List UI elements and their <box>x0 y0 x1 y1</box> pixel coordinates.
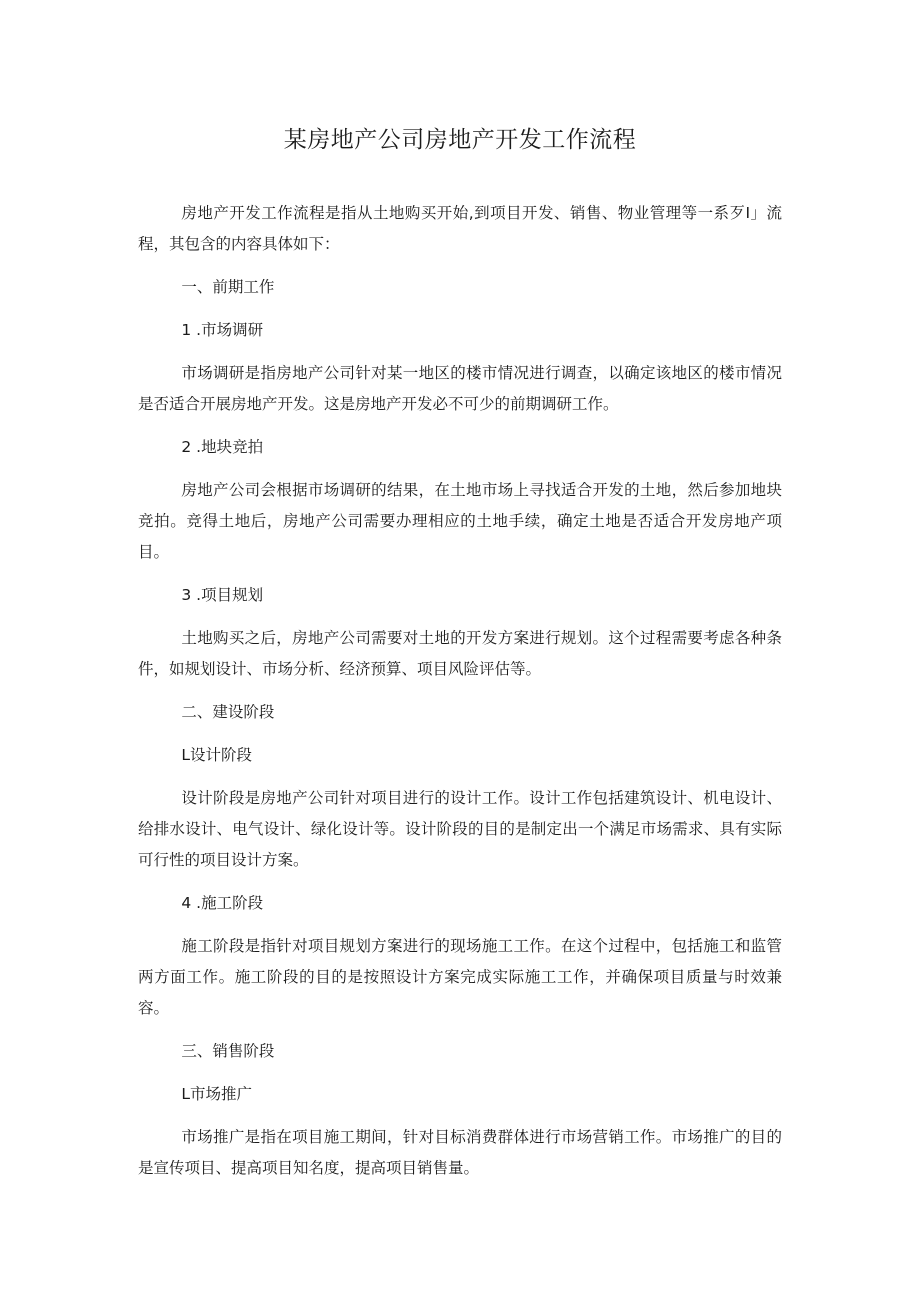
paragraph-design-stage: 设计阶段是房地产公司针对项目进行的设计工作。设计工作包括建筑设计、机电设计、给排水设计、电气设计、绿化设计等。设计阶段的目的是制定出一个满足市场需求、具有实际可行性的项目设计方案。 <box>138 789 782 869</box>
intro-paragraph: 房地产开发工作流程是指从土地购买开始,到项目开发、销售、物业管理等一系歹I」流程，其包含的内容具体如下： <box>138 204 782 253</box>
paragraph-market-research: 市场调研是指房地产公司针对某一地区的楼市情况进行调查，以确定该地区的楼市情况是否适合开展房地产开发。这是房地产开发必不可少的前期调研工作。 <box>138 364 782 413</box>
section-heading-construction: 二、建设阶段 <box>181 703 275 721</box>
subheading-project-planning: 3 .项目规划 <box>181 586 264 604</box>
paragraph-land-auction: 房地产公司会根据市场调研的结果，在土地市场上寻找适合开发的土地，然后参加地块竞拍。竞得土地后，房地产公司需要办理相应的土地手续，确定土地是否适合开发房地产项目。 <box>138 481 782 561</box>
subheading-marketing: L市场推广 <box>181 1085 253 1103</box>
subheading-design-stage: L设计阶段 <box>181 746 253 764</box>
subheading-construction-stage: 4 .施工阶段 <box>181 894 264 912</box>
section-heading-sales: 三、销售阶段 <box>181 1042 275 1060</box>
document-title: 某房地产公司房地产开发工作流程 <box>283 127 637 153</box>
paragraph-project-planning: 土地购买之后，房地产公司需要对土地的开发方案进行规划。这个过程需要考虑各种条件，如规划设计、市场分析、经济预算、项目风险评估等。 <box>138 629 782 678</box>
paragraph-marketing: 市场推广是指在项目施工期间，针对目标消费群体进行市场营销工作。市场推广的目的是宣传项目、提高项目知名度，提高项目销售量。 <box>138 1128 782 1177</box>
document-body <box>138 198 782 1184</box>
section-heading-preliminary: 一、前期工作 <box>181 278 275 296</box>
subheading-market-research: 1 .市场调研 <box>181 321 264 339</box>
paragraph-construction-stage: 施工阶段是指针对项目规划方案进行的现场施工工作。在这个过程中，包括施工和监管两方面工作。施工阶段的目的是按照设计方案完成实际施工工作，并确保项目质量与时效兼容。 <box>138 937 782 1017</box>
subheading-land-auction: 2 .地块竞拍 <box>181 438 264 456</box>
